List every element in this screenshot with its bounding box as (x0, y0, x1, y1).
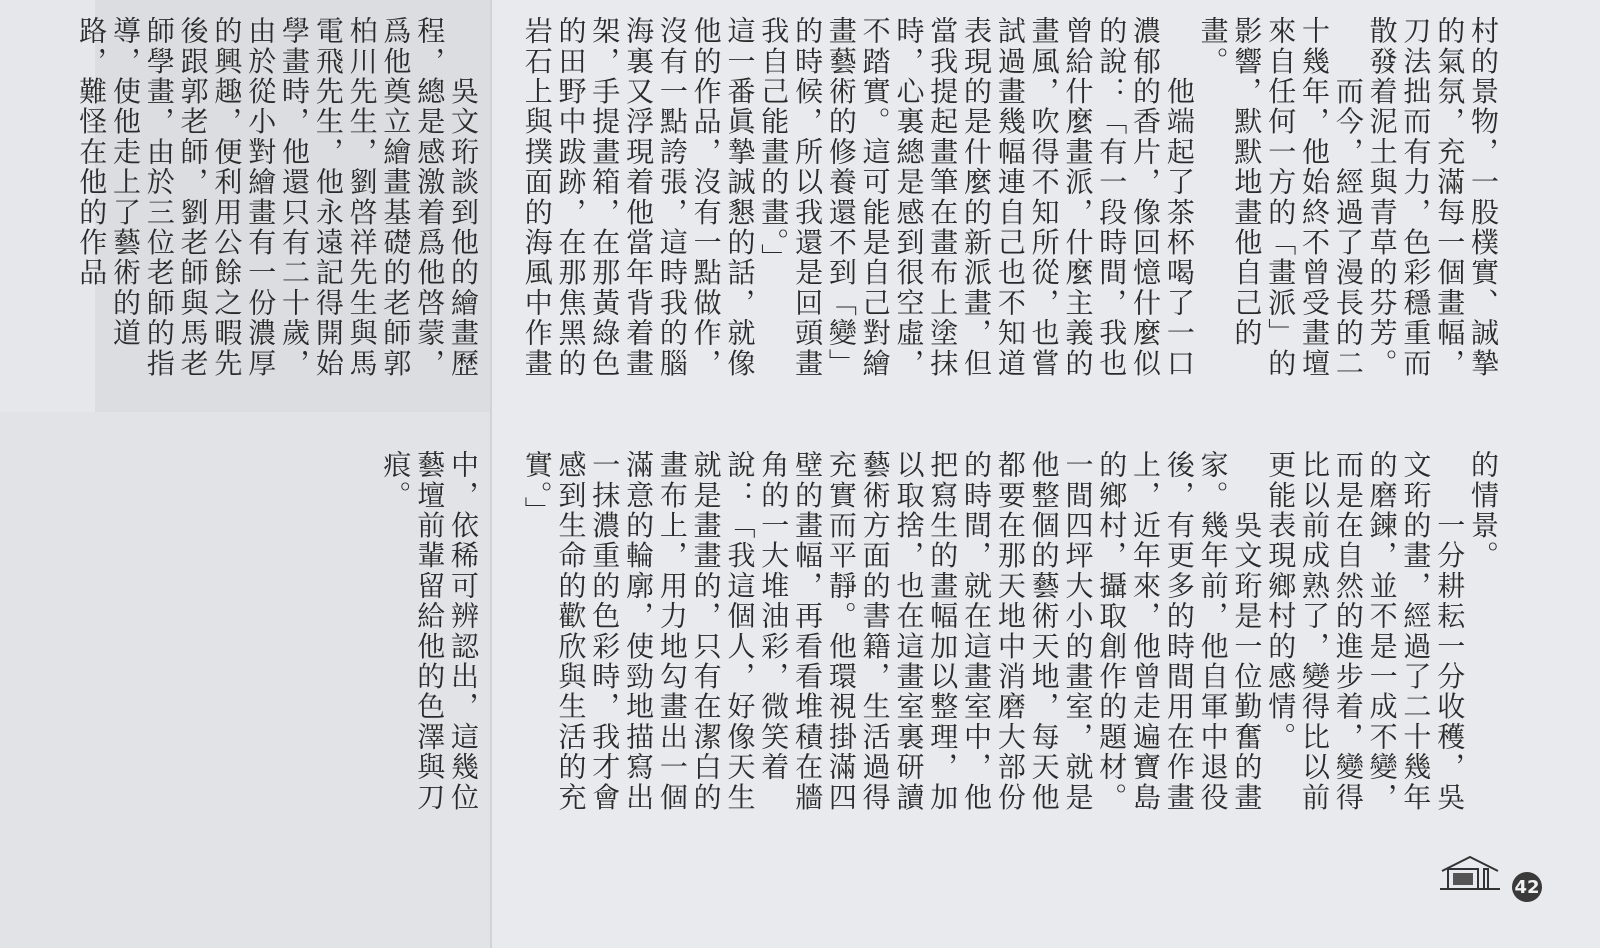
article-column-top-left: 吳文珩談到他的繪畫歷程，總是感激着爲他啓蒙，爲他奠立繪畫基礎的老師郭柏川先生，劉啓祥先生與馬電飛先生，他永遠記得開始學畫時，他還只有二十歲，由於從小對繪畫有一份濃厚的興趣，便利用公餘之暇先後跟郭老師，劉老師與馬老師學畫，由於三位老師的指導，使他走上了藝術的道路，難怪在他的作品 (75, 16, 480, 379)
magazine-house-logo-icon (1440, 855, 1500, 891)
article-column-bottom-right: 的情景。 一分耕耘一分收穫，吳文珩的畫，經過了二十幾年的磨鍊，並不是一成不變，而是在自然的進步着，變得比以前成熟了，變得比以前更能表現鄉村的感情。 吳文珩是一位勤奮的畫家。幾年前，他自軍中退役後，有更多的時間用在作畫上，近年來，他曾走遍寶島的鄉村，攝取創作的題材。一間四坪大小的畫室，就是他整個的藝術天地，每天他都要在那天地中消磨大部份的時間，就在這畫室中，他把寫生的畫幅加以整理，加以取捨，也在這畫室裏研讀藝術方面的書籍，生活過得充實而平靜。他環視掛滿四壁的畫幅，再看看堆積在牆角的一大堆油彩，微笑着說：「我這個人，好像天生就是畫畫的，只有在潔白的畫布上，用力地勾畫出一個滿意的輪廓，使勁地描寫出一抹濃重的色彩時，我才會感到生命的歡欣與生活的充實。」 (520, 450, 1500, 813)
page-divider (490, 0, 492, 948)
page-number: 42 (1512, 872, 1542, 902)
article-column-bottom-left: 中，依稀可辨認出，這幾位藝壇前輩留給他的色澤與刀痕。 (379, 450, 480, 813)
article-column-top-right: 村的景物，一股樸實、誠摯的氣氛，充滿每一個畫幅，刀法拙而有力，色彩穩重而散發着泥土與青草的芬芳。 而今，經過了漫長的二十幾年，他始終不曾受畫壇來自任何一方的「畫派」的影響，默默地畫他自己的畫。 他端起了茶杯喝了一口濃郁的香片，像回憶什麼似的說：「有一段時間，我也曾給什麼畫派，什麼主義的畫風，吹得不知所從，也嘗試過畫幾幅連自己也不知道表現的是什麼的新派畫，但當我提起畫筆在畫布上塗抹時，心裏總是感到很空虛，不踏實。這可能是自己對繪畫藝術的修養還不到「變」的時候，所以我還是回頭畫我自己能畫的畫。」 這一番眞摯誠懇的話，就像他的作品，沒有一點做作，沒有一點誇張，這時我的腦海裏又浮現着他當年背着畫架，手提畫箱，在那黃綠色的田野中跋跡，在那焦黑的岩石上與撲面的海風中作畫 (520, 16, 1500, 379)
